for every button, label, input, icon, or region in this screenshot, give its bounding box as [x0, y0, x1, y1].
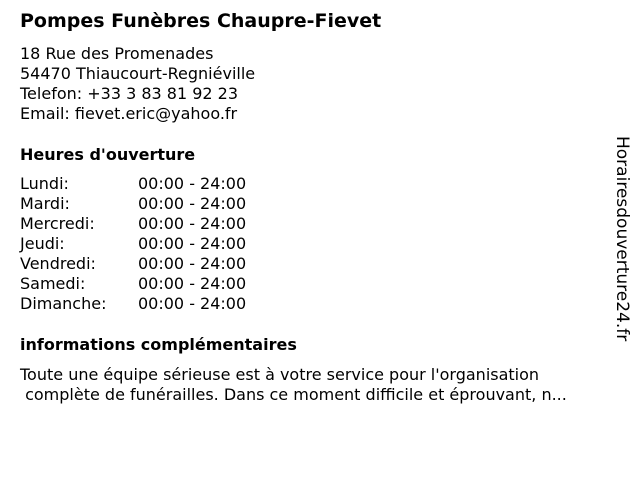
hours-time: 00:00 - 24:00 — [138, 194, 247, 213]
hours-time: 00:00 - 24:00 — [138, 254, 247, 273]
phone-number: Telefon: +33 3 83 81 92 23 — [20, 84, 239, 103]
hours-day: Mardi: — [20, 194, 70, 213]
business-name: Pompes Funèbres Chaupre-Fievet — [20, 10, 382, 32]
info-line-2: complète de funérailles. Dans ce moment difficile et éprouvant, n... — [20, 385, 567, 404]
hours-row-wednesday — [20, 214, 246, 234]
hours-time: 00:00 - 24:00 — [138, 234, 247, 253]
hours-day: Jeudi: — [20, 234, 65, 253]
street-address: 18 Rue des Promenades — [20, 44, 214, 63]
hours-time: 00:00 - 24:00 — [138, 174, 247, 193]
opening-hours-heading: Heures d'ouverture — [20, 145, 196, 164]
city-address: 54470 Thiaucourt-Regniéville — [20, 64, 256, 83]
hours-row-monday — [20, 174, 246, 194]
hours-row-tuesday — [20, 194, 246, 214]
hours-time: 00:00 - 24:00 — [138, 214, 247, 233]
hours-row-friday — [20, 254, 246, 274]
email-address: Email: fievet.eric@yahoo.fr — [20, 104, 238, 123]
hours-day: Dimanche: — [20, 294, 107, 313]
info-line-1: Toute une équipe sérieuse est à votre service pour l'organisation — [20, 365, 540, 384]
hours-row-thursday — [20, 234, 246, 254]
site-watermark: Horairesdouverture24.fr — [612, 136, 632, 342]
hours-day: Samedi: — [20, 274, 86, 293]
hours-row-sunday — [20, 294, 246, 314]
hours-day: Lundi: — [20, 174, 69, 193]
opening-hours-table — [20, 174, 246, 314]
address-block — [20, 44, 255, 124]
additional-info-heading: informations complémentaires — [20, 335, 297, 354]
hours-time: 00:00 - 24:00 — [138, 274, 247, 293]
additional-info-text — [20, 365, 620, 405]
hours-day: Vendredi: — [20, 254, 96, 273]
hours-day: Mercredi: — [20, 214, 95, 233]
hours-time: 00:00 - 24:00 — [138, 294, 247, 313]
hours-row-saturday — [20, 274, 246, 294]
